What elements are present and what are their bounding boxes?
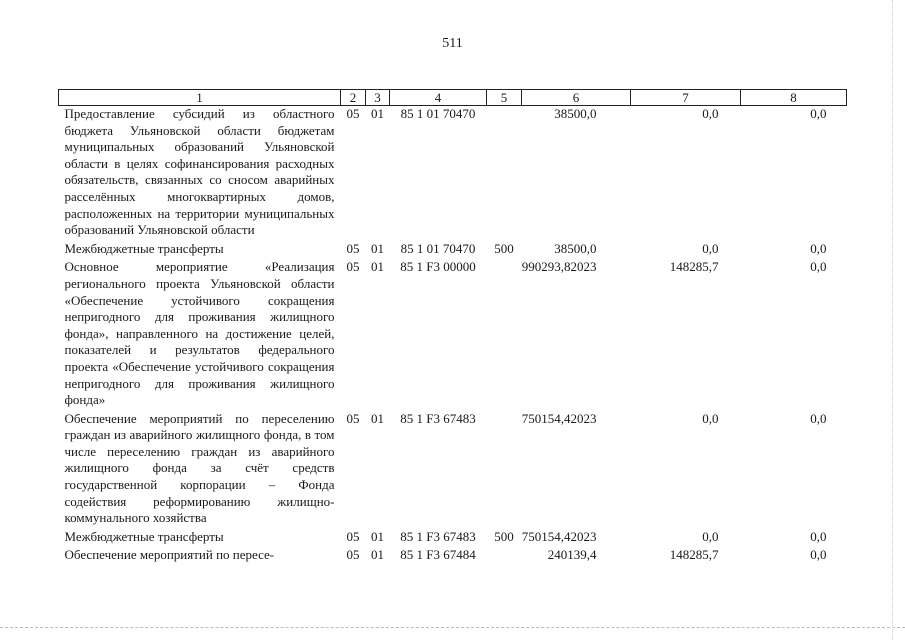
column-header: 8 bbox=[741, 90, 847, 106]
target-article-code: 85 1 F3 00000 bbox=[400, 259, 476, 275]
subsection-code: 01 bbox=[371, 259, 384, 275]
amount-col8: 0,0 bbox=[810, 528, 827, 544]
row-name: Обеспечение мероприятий по пересе- bbox=[64, 547, 275, 563]
expense-type-code bbox=[487, 547, 522, 566]
table-row bbox=[59, 529, 847, 548]
amount-col8: 0,0 bbox=[810, 259, 827, 275]
subsection-code: 01 bbox=[371, 547, 384, 563]
subsection-code: 01 bbox=[371, 410, 384, 426]
table-row bbox=[59, 259, 847, 410]
section-code: 05 bbox=[346, 547, 360, 563]
table-row bbox=[59, 411, 847, 529]
expense-type-code bbox=[487, 259, 522, 410]
amount-col8: 0,0 bbox=[810, 106, 827, 121]
column-header: 6 bbox=[522, 90, 631, 106]
expense-type-code: 500 bbox=[494, 240, 514, 256]
table-row bbox=[59, 241, 847, 260]
column-header: 7 bbox=[631, 90, 741, 106]
expense-type-code: 500 bbox=[494, 528, 514, 544]
row-name: Межбюджетные трансферты bbox=[64, 528, 224, 544]
amount-col8: 0,0 bbox=[810, 240, 827, 256]
amount-col6: 750154,42023 bbox=[521, 410, 597, 426]
amount-col6: 38500,0 bbox=[554, 240, 597, 256]
page-number: 511 bbox=[442, 36, 463, 51]
scan-edge-line bbox=[0, 627, 905, 628]
amount-col6: 38500,0 bbox=[554, 106, 597, 121]
row-name: Обеспечение мероприятий по переселению граждан из аварийного жилищного фонда, в том числе переселению граждан из аварийного жилищного фонда за счёт средств государственной корпорации – Фонда содействия реформированию жилищно-коммунального хозяйства bbox=[64, 410, 335, 526]
column-header: 2 bbox=[341, 90, 366, 106]
section-code: 05 bbox=[346, 410, 360, 426]
target-article-code: 85 1 F3 67484 bbox=[400, 547, 476, 563]
section-code: 05 bbox=[346, 106, 360, 121]
amount-col7: 0,0 bbox=[702, 410, 719, 426]
column-header: 4 bbox=[390, 90, 487, 106]
column-header: 3 bbox=[366, 90, 390, 106]
table-row bbox=[59, 106, 847, 241]
amount-col7: 0,0 bbox=[702, 528, 719, 544]
column-header: 5 bbox=[487, 90, 522, 106]
section-code: 05 bbox=[346, 528, 360, 544]
expense-type-code bbox=[487, 411, 522, 529]
row-name: Предоставление субсидий из областного бюджета Ульяновской области бюджетам муниципальных образований Ульяновской области в целях софинансирования расходных обязательств, связанных со сносом аварийных расселённых многоквартирных домов, расположенных на территории муниципальных образований Ульяновской области bbox=[64, 106, 335, 238]
amount-col6: 240139,4 bbox=[547, 547, 597, 563]
target-article-code: 85 1 F3 67483 bbox=[400, 410, 476, 426]
expense-type-code bbox=[487, 106, 522, 241]
amount-col8: 0,0 bbox=[810, 547, 827, 563]
amount-col6: 990293,82023 bbox=[521, 259, 597, 275]
target-article-code: 85 1 01 70470 bbox=[400, 106, 476, 121]
row-name: Основное мероприятие «Реализация регионального проекта Ульяновской области «Обеспечение устойчивого сокращения непригодного для проживания жилищного фонда», направленного на достижение целей, показателей и результатов федерального проекта «Обеспечение устойчивого сокращения непригодного для проживания жилищного фонда» bbox=[64, 259, 335, 408]
header-row bbox=[59, 90, 847, 106]
amount-col7: 148285,7 bbox=[669, 547, 719, 563]
target-article-code: 85 1 F3 67483 bbox=[400, 528, 476, 544]
amount-col7: 148285,7 bbox=[669, 259, 719, 275]
column-header: 1 bbox=[59, 90, 341, 106]
scan-edge-line bbox=[892, 0, 893, 640]
subsection-code: 01 bbox=[371, 106, 384, 121]
subsection-code: 01 bbox=[371, 528, 384, 544]
table-row bbox=[59, 547, 847, 566]
row-name: Межбюджетные трансферты bbox=[64, 240, 224, 256]
section-code: 05 bbox=[346, 240, 360, 256]
subsection-code: 01 bbox=[371, 240, 384, 256]
amount-col8: 0,0 bbox=[810, 410, 827, 426]
budget-table bbox=[58, 89, 847, 566]
amount-col7: 0,0 bbox=[702, 106, 719, 121]
amount-col7: 0,0 bbox=[702, 240, 719, 256]
target-article-code: 85 1 01 70470 bbox=[400, 240, 476, 256]
amount-col6: 750154,42023 bbox=[521, 528, 597, 544]
section-code: 05 bbox=[346, 259, 360, 275]
